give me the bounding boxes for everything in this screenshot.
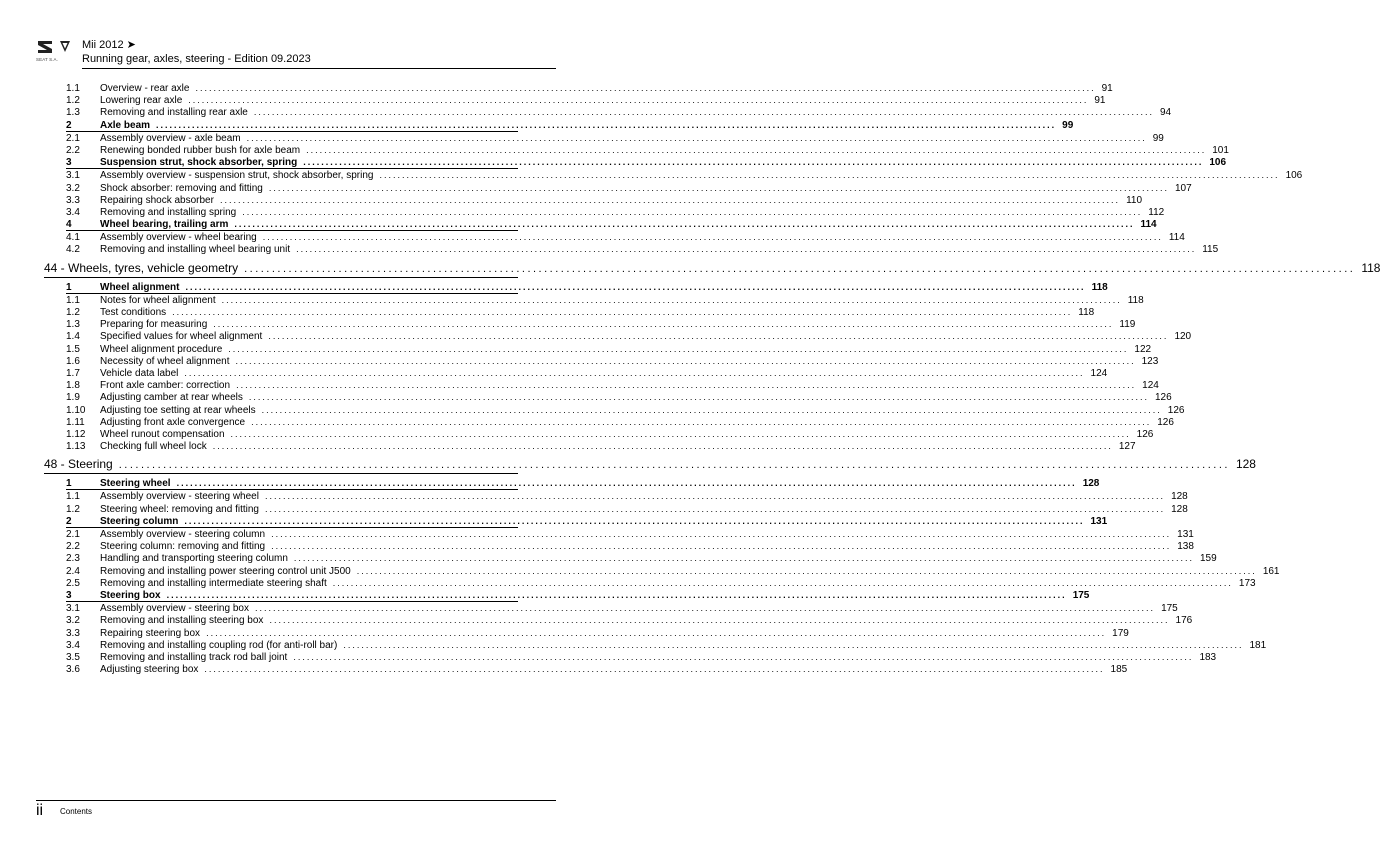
toc-title: Preparing for measuring bbox=[100, 319, 208, 331]
toc-title: Removing and installing wheel bearing unit bbox=[100, 244, 291, 256]
toc-number: 1.1 bbox=[66, 83, 80, 94]
toc-entry[interactable] bbox=[66, 243, 1219, 256]
toc-number: 1.7 bbox=[66, 367, 80, 379]
toc-number: 3.4 bbox=[66, 206, 80, 218]
toc-page: 126 bbox=[1157, 416, 1174, 428]
toc-number: 3.1 bbox=[66, 170, 80, 182]
toc-title: Renewing bonded rubber bush for axle beam bbox=[100, 144, 301, 156]
toc-chapter-title: 48 - Steering bbox=[44, 457, 113, 472]
toc-entry[interactable] bbox=[66, 440, 1136, 453]
toc-number: 2.4 bbox=[66, 565, 80, 577]
toc-page: 110 bbox=[1126, 194, 1143, 206]
toc-page: 120 bbox=[1174, 331, 1192, 343]
toc-title: Steering column bbox=[100, 515, 179, 527]
toc-title: Adjusting front axle convergence bbox=[100, 416, 246, 428]
toc-entry[interactable] bbox=[66, 169, 1303, 182]
manual-title: Running gear, axles, steering - Edition 09.2023 bbox=[82, 53, 311, 65]
toc-title: Assembly overview - steering box bbox=[100, 603, 249, 615]
toc-title: Removing and installing rear axle bbox=[100, 107, 248, 119]
dot-leader: ........................................................................................................................................................................................................ bbox=[248, 392, 1149, 403]
toc-entry[interactable] bbox=[66, 614, 1193, 627]
toc-page: 91 bbox=[1094, 95, 1106, 107]
dot-leader: ........................................................................................................................................................................................................ bbox=[303, 157, 1204, 168]
toc-chapter[interactable] bbox=[44, 259, 1380, 278]
toc-title: Steering column: removing and fitting bbox=[100, 541, 266, 553]
toc-page: 91 bbox=[1101, 83, 1113, 94]
toc-page: 128 bbox=[1171, 491, 1188, 503]
toc-page: 126 bbox=[1167, 404, 1185, 416]
toc-title: Removing and installing power steering control unit J500 bbox=[100, 565, 351, 577]
toc-number: 1.13 bbox=[66, 441, 86, 453]
toc-entry[interactable] bbox=[66, 577, 1256, 589]
toc-title: Steering wheel: removing and fitting bbox=[100, 503, 259, 515]
toc-section[interactable] bbox=[66, 515, 1108, 528]
toc-number: 4 bbox=[66, 219, 72, 231]
toc-number: 3.3 bbox=[66, 194, 80, 206]
toc-entry[interactable] bbox=[66, 663, 1128, 676]
dot-leader: ........................................................................................................................................................................................................ bbox=[213, 319, 1114, 330]
dot-leader: ........................................................................................................................................................................................................ bbox=[195, 83, 1096, 93]
dot-leader: ........................................................................................................................................................................................................ bbox=[296, 244, 1197, 255]
toc-number: 3 bbox=[66, 157, 72, 169]
toc-title: Overview - rear axle bbox=[100, 83, 190, 94]
toc-number: 2.3 bbox=[66, 553, 80, 565]
toc-chapter-page: 118 bbox=[1361, 260, 1380, 275]
toc-page: 94 bbox=[1159, 107, 1172, 119]
dot-leader: ........................................................................................................................................................................................................ bbox=[156, 119, 1057, 130]
toc-section[interactable] bbox=[66, 589, 1090, 602]
toc-page: 183 bbox=[1199, 651, 1217, 663]
toc-title: Assembly overview - steering column bbox=[100, 529, 266, 540]
header-divider bbox=[82, 68, 556, 69]
dot-leader: ........................................................................................................................................................................................................ bbox=[172, 307, 1073, 317]
toc-title: Removing and installing track rod ball joint bbox=[100, 651, 288, 663]
toc-page: 128 bbox=[1171, 503, 1188, 515]
toc-entry[interactable] bbox=[66, 182, 1192, 194]
toc-entry[interactable] bbox=[66, 294, 1144, 306]
dot-leader: ........................................................................................................................................................................................................ bbox=[234, 219, 1135, 230]
toc-number: 1.4 bbox=[66, 331, 80, 343]
toc-number: 2.1 bbox=[66, 132, 80, 144]
toc-section[interactable] bbox=[66, 281, 1108, 294]
dot-leader: ........................................................................................................................................................................................................ bbox=[379, 170, 1280, 181]
toc-entry[interactable] bbox=[66, 132, 1164, 144]
dot-leader: ........................................................................................................................................................................................................ bbox=[264, 491, 1166, 502]
dot-leader: ........................................................................................................................................................................................................ bbox=[343, 639, 1244, 650]
dot-leader: ........................................................................................................................................................................................................ bbox=[306, 144, 1207, 155]
dot-leader: ........................................................................................................................................................................................................ bbox=[293, 651, 1194, 662]
page-header bbox=[36, 38, 556, 68]
toc-page: 99 bbox=[1152, 132, 1164, 144]
dot-leader: ........................................................................................................................................................................................................ bbox=[269, 615, 1170, 626]
dot-leader: ........................................................................................................................................................................................................ bbox=[219, 194, 1121, 205]
toc-title: Removing and installing spring bbox=[100, 206, 237, 218]
toc-page: 127 bbox=[1118, 441, 1136, 453]
toc-entry[interactable] bbox=[66, 306, 1095, 318]
dot-leader: ........................................................................................................................................................................................................ bbox=[230, 428, 1131, 439]
toc-number: 1.9 bbox=[66, 392, 80, 404]
toc-number: 3.6 bbox=[66, 664, 80, 676]
toc-page: 118 bbox=[1078, 307, 1095, 318]
toc-entry[interactable] bbox=[66, 82, 1113, 94]
toc-number: 1.3 bbox=[66, 319, 80, 331]
toc-title: Steering wheel bbox=[100, 478, 171, 490]
toc-entry[interactable] bbox=[66, 552, 1217, 565]
toc-number: 2 bbox=[66, 119, 72, 131]
dot-leader: ........................................................................................................................................................................................................ bbox=[236, 380, 1137, 391]
toc-number: 1.2 bbox=[66, 307, 80, 318]
toc-page: 123 bbox=[1141, 355, 1159, 367]
dot-leader: ........................................................................................................................................................................................................ bbox=[251, 416, 1152, 427]
dot-leader: ........................................................................................................................................................................................................ bbox=[204, 664, 1105, 675]
toc-title: Suspension strut, shock absorber, spring bbox=[100, 157, 298, 169]
page-footer bbox=[36, 800, 556, 830]
toc-entry[interactable] bbox=[66, 330, 1192, 343]
dot-leader: ........................................................................................................................................................................................................ bbox=[253, 107, 1154, 118]
toc-page: 161 bbox=[1262, 565, 1280, 577]
toc-entry[interactable] bbox=[66, 106, 1172, 119]
toc-title: Wheel alignment procedure bbox=[100, 343, 223, 355]
toc-number: 2 bbox=[66, 515, 72, 527]
toc-entry[interactable] bbox=[66, 627, 1129, 639]
table-of-contents bbox=[44, 82, 1380, 676]
toc-entry[interactable] bbox=[66, 391, 1172, 404]
manual-model: Mii 2012 ➤ bbox=[82, 39, 136, 51]
toc-title: Wheel alignment bbox=[100, 281, 180, 293]
toc-title: Removing and installing intermediate steering shaft bbox=[100, 577, 327, 589]
toc-title: Assembly overview - steering wheel bbox=[100, 491, 259, 503]
toc-entry[interactable] bbox=[66, 355, 1159, 367]
toc-page: 175 bbox=[1161, 603, 1178, 615]
toc-page: 175 bbox=[1072, 589, 1090, 601]
toc-title: Shock absorber: removing and fitting bbox=[100, 182, 263, 194]
toc-entry[interactable] bbox=[66, 144, 1229, 156]
toc-entry[interactable] bbox=[66, 602, 1178, 615]
toc-title: Wheel runout compensation bbox=[100, 428, 225, 440]
dot-leader: ........................................................................................................................................................................................................ bbox=[244, 262, 1356, 275]
toc-number: 1.1 bbox=[66, 294, 80, 306]
toc-title: Test conditions bbox=[100, 307, 167, 318]
dot-leader: ........................................................................................................................................................................................................ bbox=[176, 478, 1077, 489]
toc-page: 118 bbox=[1127, 294, 1144, 306]
dot-leader: ........................................................................................................................................................................................................ bbox=[271, 541, 1172, 552]
toc-number: 2.2 bbox=[66, 541, 80, 553]
toc-page: 106 bbox=[1285, 170, 1303, 182]
toc-page: 173 bbox=[1238, 577, 1256, 589]
toc-title: Handling and transporting steering column bbox=[100, 553, 288, 565]
toc-chapter-page: 128 bbox=[1235, 457, 1256, 472]
dot-leader: ........................................................................................................................................................................................................ bbox=[206, 627, 1107, 638]
toc-page: 159 bbox=[1200, 553, 1217, 565]
toc-number: 1.12 bbox=[66, 428, 86, 440]
toc-title: Repairing steering box bbox=[100, 627, 201, 639]
dot-leader: ........................................................................................................................................................................................................ bbox=[184, 515, 1085, 526]
toc-number: 1.2 bbox=[66, 95, 80, 107]
toc-number: 2.5 bbox=[66, 577, 80, 589]
toc-title: Removing and installing coupling rod (for anti-roll bar) bbox=[100, 639, 338, 651]
toc-page: 176 bbox=[1175, 615, 1193, 627]
toc-page: 124 bbox=[1090, 367, 1108, 379]
toc-page: 124 bbox=[1142, 380, 1159, 392]
toc-page: 118 bbox=[1091, 281, 1108, 293]
dot-leader: ........................................................................................................................................................................................................ bbox=[221, 294, 1122, 305]
toc-number: 3.4 bbox=[66, 639, 80, 651]
toc-number: 2.1 bbox=[66, 529, 80, 540]
toc-title: Front axle camber: correction bbox=[100, 380, 231, 392]
toc-page: 114 bbox=[1140, 219, 1157, 231]
toc-entry[interactable] bbox=[66, 367, 1108, 379]
toc-title: Specified values for wheel alignment bbox=[100, 331, 263, 343]
toc-entry[interactable] bbox=[66, 416, 1174, 428]
dot-leader: ........................................................................................................................................................................................................ bbox=[166, 589, 1067, 600]
dot-leader: ........................................................................................................................................................................................................ bbox=[356, 565, 1257, 576]
toc-title: Notes for wheel alignment bbox=[100, 294, 216, 306]
dot-leader: ........................................................................................................................................................................................................ bbox=[246, 132, 1147, 143]
toc-number: 3.3 bbox=[66, 627, 80, 639]
toc-page: 131 bbox=[1177, 529, 1194, 540]
toc-page: 185 bbox=[1110, 664, 1128, 676]
toc-title: Assembly overview - wheel bearing bbox=[100, 232, 257, 244]
toc-number: 3.2 bbox=[66, 615, 80, 627]
toc-page: 128 bbox=[1082, 478, 1100, 490]
toc-number: 1.2 bbox=[66, 503, 80, 515]
toc-number: 1 bbox=[66, 478, 72, 490]
dot-leader: ........................................................................................................................................................................................................ bbox=[212, 441, 1113, 452]
dot-leader: ........................................................................................................................................................................................................ bbox=[184, 367, 1085, 378]
toc-entry[interactable] bbox=[66, 428, 1154, 440]
dot-leader: ........................................................................................................................................................................................................ bbox=[185, 281, 1086, 292]
toc-chapter[interactable] bbox=[44, 455, 1256, 474]
toc-entry[interactable] bbox=[66, 94, 1106, 107]
toc-title: Axle beam bbox=[100, 119, 151, 131]
toc-entry[interactable] bbox=[66, 231, 1185, 244]
page-number: ii bbox=[36, 802, 44, 819]
toc-entry[interactable] bbox=[66, 490, 1188, 503]
toc-page: 114 bbox=[1168, 232, 1185, 244]
toc-title: Adjusting steering box bbox=[100, 664, 199, 676]
toc-page: 115 bbox=[1202, 244, 1219, 256]
dot-leader: ........................................................................................................................................................................................................ bbox=[271, 529, 1172, 539]
toc-number: 3 bbox=[66, 589, 72, 601]
toc-number: 4.1 bbox=[66, 232, 80, 244]
toc-entry[interactable] bbox=[66, 379, 1159, 392]
toc-title: Repairing shock absorber bbox=[100, 194, 214, 206]
toc-number: 3.5 bbox=[66, 651, 80, 663]
toc-number: 1.5 bbox=[66, 343, 80, 355]
toc-page: 138 bbox=[1177, 541, 1194, 553]
toc-title: Adjusting toe setting at rear wheels bbox=[100, 404, 256, 416]
toc-entry[interactable] bbox=[66, 206, 1165, 218]
dot-leader: ........................................................................................................................................................................................................ bbox=[293, 553, 1194, 564]
toc-entry[interactable] bbox=[66, 528, 1194, 540]
dot-leader: ........................................................................................................................................................................................................ bbox=[268, 331, 1169, 342]
toc-entry[interactable] bbox=[66, 343, 1152, 355]
toc-page: 107 bbox=[1174, 182, 1192, 194]
toc-number: 1.1 bbox=[66, 491, 80, 503]
toc-page: 119 bbox=[1119, 319, 1136, 331]
toc-section[interactable] bbox=[66, 119, 1074, 132]
toc-page: 101 bbox=[1212, 144, 1229, 156]
dot-leader: ........................................................................................................................................................................................................ bbox=[261, 404, 1162, 415]
toc-number: 3.1 bbox=[66, 603, 80, 615]
toc-page: 181 bbox=[1249, 639, 1267, 651]
toc-number: 1.8 bbox=[66, 380, 80, 392]
toc-title: Adjusting camber at rear wheels bbox=[100, 392, 243, 404]
toc-entry[interactable] bbox=[66, 503, 1188, 515]
toc-title: Necessity of wheel alignment bbox=[100, 355, 230, 367]
toc-page: 122 bbox=[1134, 343, 1152, 355]
toc-chapter-title: 44 - Wheels, tyres, vehicle geometry bbox=[44, 260, 239, 275]
footer-divider bbox=[36, 800, 556, 801]
toc-number: 2.2 bbox=[66, 144, 80, 156]
dot-leader: ........................................................................................................................................................................................................ bbox=[242, 206, 1143, 217]
toc-page: 126 bbox=[1154, 392, 1172, 404]
toc-title: Removing and installing steering box bbox=[100, 615, 264, 627]
toc-page: 99 bbox=[1062, 119, 1074, 131]
dot-leader: ........................................................................................................................................................................................................ bbox=[235, 355, 1136, 366]
toc-section[interactable] bbox=[66, 218, 1157, 231]
toc-title: Steering box bbox=[100, 589, 161, 601]
brand-subtitle: SEAT S.A. bbox=[36, 57, 58, 62]
toc-entry[interactable] bbox=[66, 540, 1194, 553]
toc-number: 1.3 bbox=[66, 107, 80, 119]
toc-title: Lowering rear axle bbox=[100, 95, 183, 107]
dot-leader: ........................................................................................................................................................................................................ bbox=[332, 577, 1233, 588]
toc-title: Checking full wheel lock bbox=[100, 441, 207, 453]
toc-number: 1.10 bbox=[66, 404, 86, 416]
toc-page: 112 bbox=[1148, 206, 1165, 218]
toc-page: 131 bbox=[1090, 515, 1108, 527]
dot-leader: ........................................................................................................................................................................................................ bbox=[228, 343, 1129, 354]
toc-section[interactable] bbox=[66, 156, 1227, 169]
toc-entry[interactable] bbox=[66, 318, 1136, 331]
toc-number: 1.6 bbox=[66, 355, 80, 367]
toc-number: 1 bbox=[66, 281, 72, 293]
footer-label: Contents bbox=[60, 807, 93, 816]
toc-entry[interactable] bbox=[66, 651, 1217, 663]
toc-number: 4.2 bbox=[66, 244, 80, 256]
dot-leader: ........................................................................................................................................................................................................ bbox=[268, 182, 1169, 193]
dot-leader: ........................................................................................................................................................................................................ bbox=[264, 503, 1166, 514]
toc-number: 1.11 bbox=[66, 416, 85, 428]
toc-page: 106 bbox=[1209, 157, 1227, 169]
toc-entry[interactable] bbox=[66, 565, 1280, 577]
dot-leader: ........................................................................................................................................................................................................ bbox=[254, 603, 1156, 614]
toc-number: 3.2 bbox=[66, 182, 80, 194]
seat-logo bbox=[36, 38, 76, 68]
toc-page: 126 bbox=[1136, 428, 1154, 440]
dot-leader: ........................................................................................................................................................................................................ bbox=[118, 459, 1230, 472]
toc-title: Wheel bearing, trailing arm bbox=[100, 219, 229, 231]
toc-title: Assembly overview - axle beam bbox=[100, 132, 241, 144]
toc-entry[interactable] bbox=[66, 404, 1185, 416]
toc-title: Assembly overview - suspension strut, shock absorber, spring bbox=[100, 170, 374, 182]
dot-leader: ........................................................................................................................................................................................................ bbox=[188, 95, 1089, 106]
toc-page: 179 bbox=[1112, 627, 1129, 639]
toc-title: Vehicle data label bbox=[100, 367, 179, 379]
toc-entry[interactable] bbox=[66, 639, 1267, 651]
dot-leader: ........................................................................................................................................................................................................ bbox=[262, 232, 1163, 243]
toc-section[interactable] bbox=[66, 477, 1100, 490]
toc-entry[interactable] bbox=[66, 194, 1143, 206]
